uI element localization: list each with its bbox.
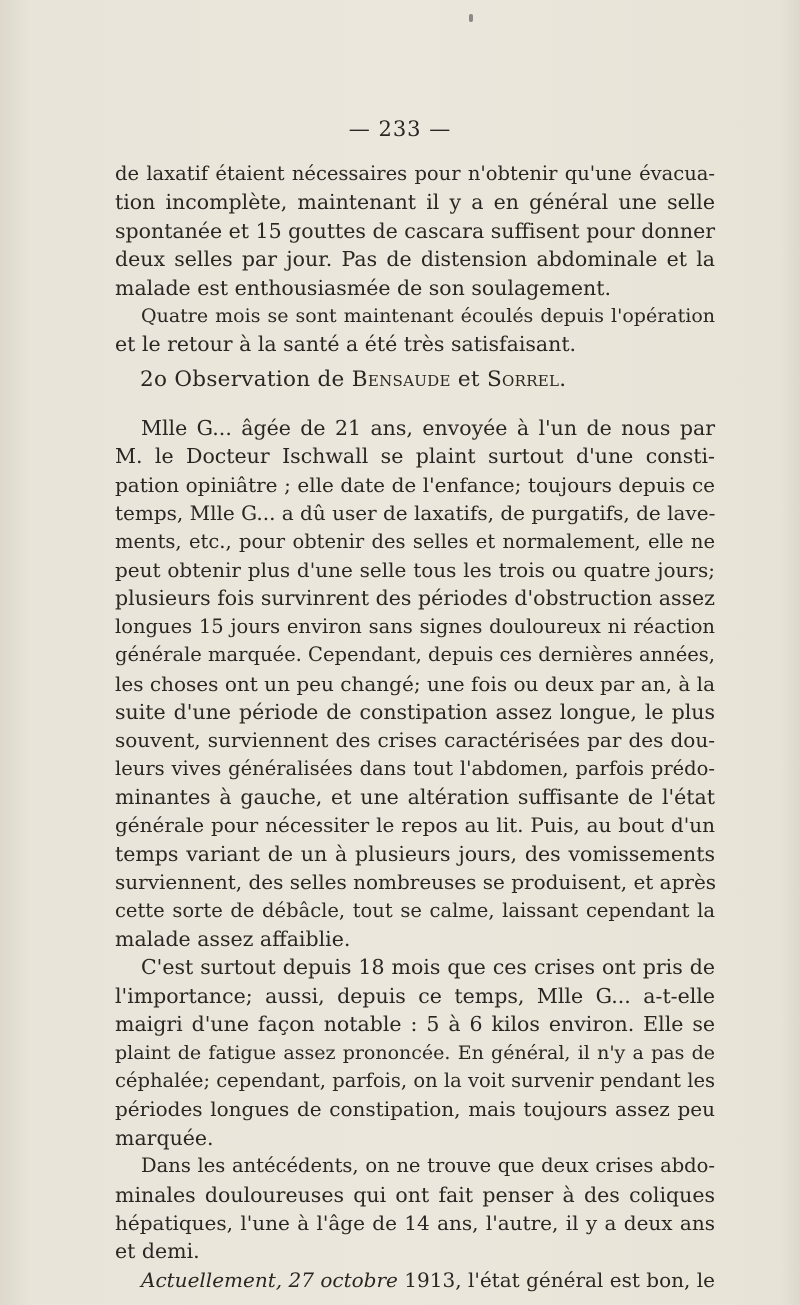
text-line: hépatiques, l'une à l'âge de 14 ans, l'autre, il y a deux ans [115,1210,715,1235]
text-line: peut obtenir plus d'une selle tous les trois ou quatre jours; [115,557,715,582]
text-line: Quatre mois se sont maintenant écoulés depuis l'opération [141,304,715,327]
final-line-rest: 1913, l'état général est bon, le [397,1267,715,1292]
text-line: marquée. [115,1125,214,1150]
text-line: leurs vives généralisées dans tout l'abdomen, parfois prédo- [115,756,715,780]
text-line: deux selles par jour. Pas de distension abdominale et la [115,247,715,272]
heading-prefix: 2o Observation de [140,367,352,392]
final-text-line [115,1266,715,1294]
text-line: temps variant de un à plusieurs jours, des vomissements [115,841,715,866]
text-line: cette sorte de débâcle, tout se calme, laissant cependant la [115,898,715,922]
text-line: de laxatif étaient nécessaires pour n'obtenir qu'une évacua- [115,162,715,185]
text-line: générale marquée. Cependant, depuis ces dernières années, [115,643,715,667]
text-line: longues 15 jours environ sans signes douloureux ni réaction [115,614,715,638]
ink-speck [469,14,473,22]
text-line: générale pour nécessiter le repos au lit. Puis, au bout d'un [115,813,715,838]
text-line: malade est enthousiasmée de son soulagement. [115,275,611,300]
text-line: surviennent, des selles nombreuses se produisent, et après [115,870,717,895]
text-line: C'est surtout depuis 18 mois que ces crises ont pris de [141,955,715,980]
text-line: minales douloureuses qui ont fait penser à des coliques [115,1182,715,1207]
text-line: malade assez affaiblie. [115,927,351,952]
heading-author-1: Bensaude [351,367,451,392]
text-line: ments, etc., pour obtenir des selles et normalement, elle ne [115,529,715,553]
text-line: souvent, surviennent des crises caractérisées par des dou- [115,728,715,753]
section-heading [140,367,566,392]
text-line: minantes à gauche, et une altération suffisante de l'état [115,785,715,810]
text-line: Dans les antécédents, on ne trouve que deux crises abdo- [141,1154,715,1178]
italic-date-phrase: Actuellement, 27 octobre [141,1267,398,1292]
text-line: temps, Mlle G... a dû user de laxatifs, de purgatifs, de lave- [115,501,716,526]
observation-body [115,414,715,1294]
text-line: suite d'une période de constipation assez longue, le plus [115,699,715,724]
heading-author-2: Sorrel [486,367,560,392]
text-line: périodes longues de constipation, mais toujours assez peu [115,1097,715,1122]
text-line: spontanée et 15 gouttes de cascara suffisent pour donner [115,218,715,243]
text-line: plaint de fatigue assez prononcée. En général, il n'y a pas de [115,1041,715,1064]
text-line: pation opiniâtre ; elle date de l'enfance; toujours depuis ce [115,472,715,497]
heading-conjunction: et [450,367,487,392]
text-line: M. le Docteur Ischwall se plaint surtout d'une consti- [115,444,715,469]
text-line: et le retour à la santé a été très satisfaisant. [115,332,577,357]
heading-suffix: . [559,367,567,392]
text-line: plusieurs fois survinrent des périodes d'obstruction assez [115,586,715,611]
text-line: les choses ont un peu changé; une fois ou deux par an, à la [115,671,715,696]
text-line: céphalée; cependant, parfois, on la voit survenir pendant les [115,1068,715,1092]
page-number: — 233 — [348,117,452,141]
text-line: maigri d'une façon notable : 5 à 6 kilos environ. Elle se [115,1012,715,1037]
text-line: et demi. [115,1239,200,1264]
text-line: tion incomplète, maintenant il y a en général une selle [115,190,715,215]
top-paragraph-block [115,160,715,359]
text-line: Mlle G... âgée de 21 ans, envoyée à l'un de nous par [141,416,715,440]
text-line: l'importance; aussi, depuis ce temps, Mlle G... a-t-elle [115,983,715,1008]
